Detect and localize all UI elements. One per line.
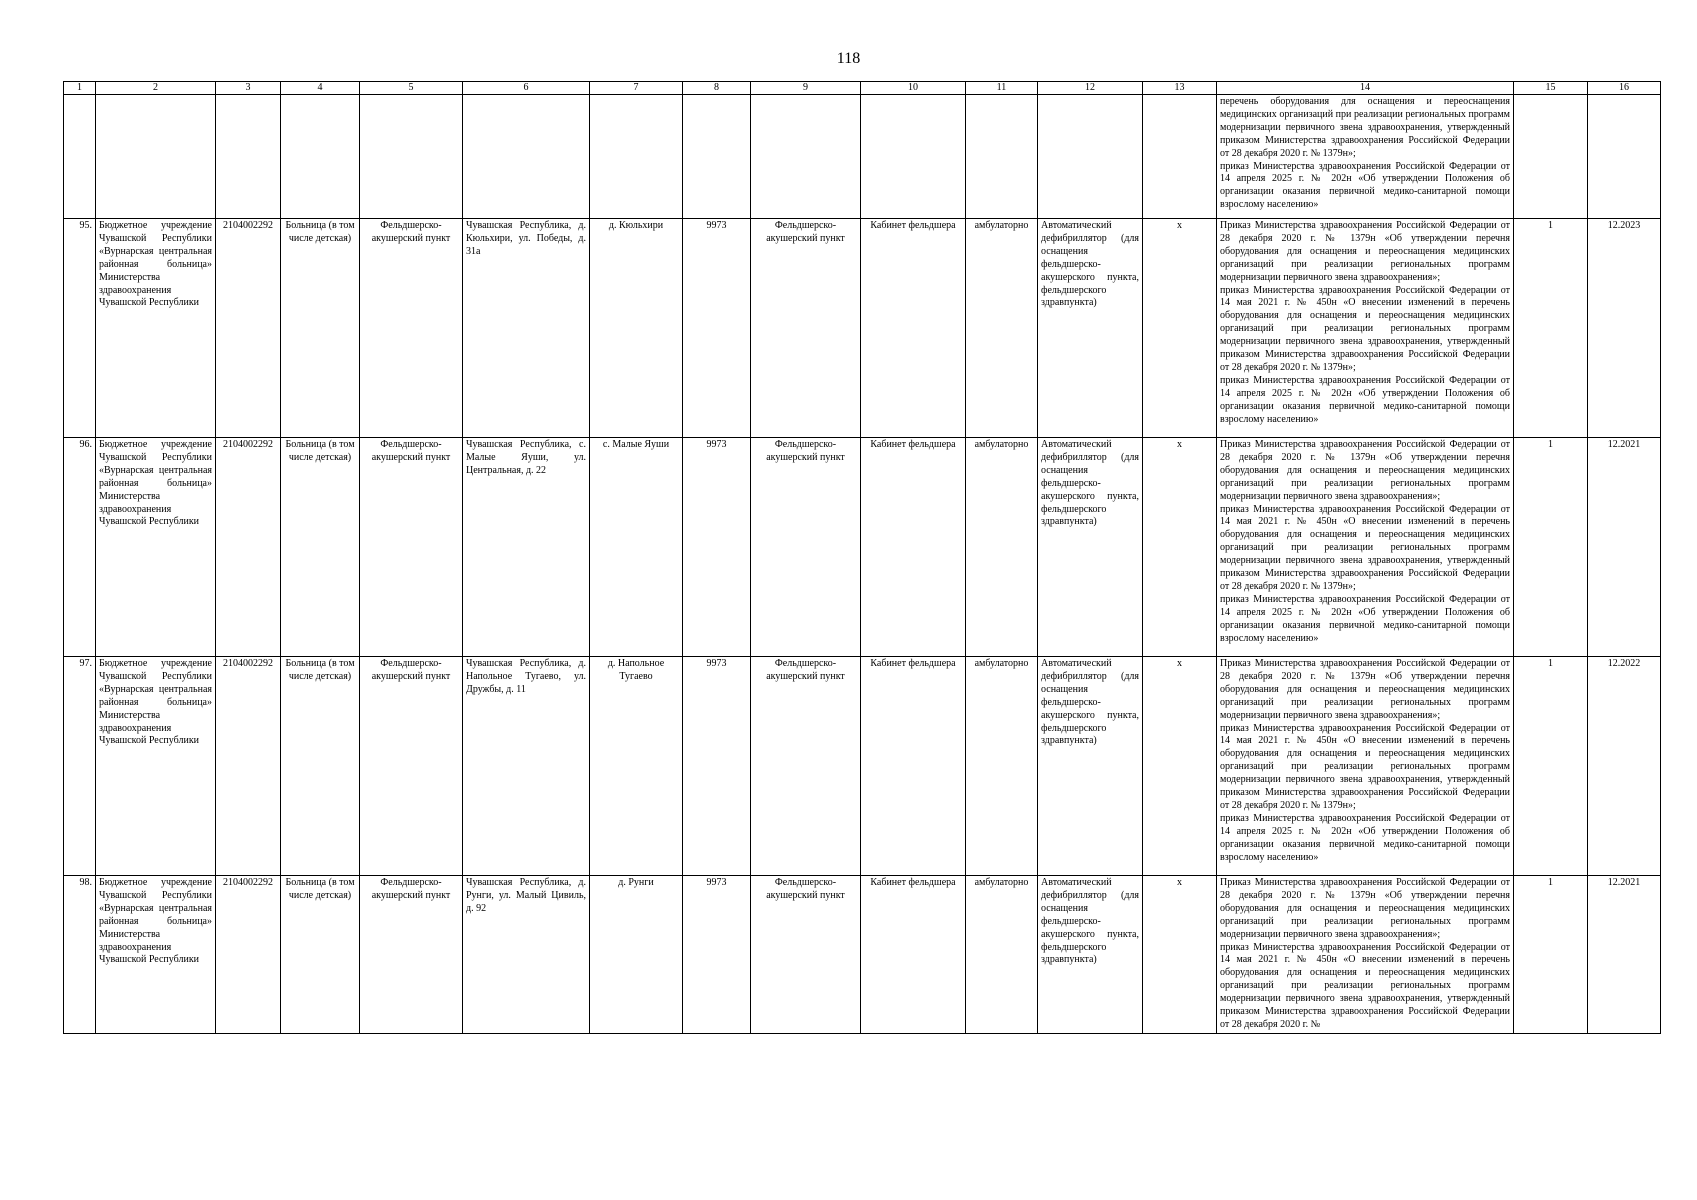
law-paragraph: Приказ Министерства здравоохранения Российской Федерации от 28 декабря 2020 г. № 1379н «Об утверждении перечня оборудования для оснащения и переоснащения медицинских организаций при реализации региональных программ модернизации первичного звена здравоохранения»; [1220, 658, 1510, 721]
date-cell: 12.2022 [1588, 657, 1661, 876]
row-number: 96. [64, 438, 96, 657]
structural-unit: Фельдшерско-акушерский пункт [360, 438, 463, 657]
room-cell: Кабинет фельдшера [861, 657, 966, 876]
care-mode: амбулаторно [966, 657, 1038, 876]
column-13-cell: x [1143, 438, 1217, 657]
address-cell: Чувашская Республика, д. Кюльхири, ул. Победы, д. 31а [463, 219, 590, 438]
date-cell: 12.2021 [1588, 876, 1661, 1034]
row-number: 98. [64, 876, 96, 1034]
settlement-cell: д. Кюльхири [590, 219, 683, 438]
quantity-cell: 1 [1514, 876, 1588, 1034]
row-number: 95. [64, 219, 96, 438]
column-number: 7 [590, 82, 683, 95]
structural-unit: Фельдшерско-акушерский пункт [360, 876, 463, 1034]
care-mode: амбулаторно [966, 438, 1038, 657]
law-text-cell [1217, 876, 1514, 1034]
settlement-cell: д. Напольное Тугаево [590, 657, 683, 876]
quantity-cell: 1 [1514, 438, 1588, 657]
organization-name: Бюджетное учреждение Чувашской Республики «Вурнарская центральная районная больница» Министерства здравоохранения Чувашской Республики [96, 876, 216, 1034]
address-cell: Чувашская Республика, с. Малые Яуши, ул. Центральная, д. 22 [463, 438, 590, 657]
table-row [64, 219, 1661, 438]
row-number: 97. [64, 657, 96, 876]
inn-cell: 2104002292 [216, 657, 281, 876]
column-number: 9 [751, 82, 861, 95]
law-paragraph: приказ Министерства здравоохранения Российской Федерации от 14 апреля 2025 г. № 202н «Об утверждении Положения об организации оказания первичной медико-санитарной помощи взрослому населению» [1220, 593, 1510, 644]
organization-name: Бюджетное учреждение Чувашской Республики «Вурнарская центральная районная больница» Министерства здравоохранения Чувашской Республики [96, 219, 216, 438]
column-number: 14 [1217, 82, 1514, 95]
code-cell: 9973 [683, 219, 751, 438]
column-number: 3 [216, 82, 281, 95]
organization-type: Больница (в том числе детская) [281, 219, 360, 438]
continuation-row [64, 95, 1661, 219]
room-cell: Кабинет фельдшера [861, 876, 966, 1034]
law-paragraph: Приказ Министерства здравоохранения Российской Федерации от 28 декабря 2020 г. № 1379н «Об утверждении перечня оборудования для оснащения и переоснащения медицинских организаций при реализации региональных программ модернизации первичного звена здравоохранения»; [1220, 220, 1510, 283]
structural-unit: Фельдшерско-акушерский пункт [360, 657, 463, 876]
column-number: 5 [360, 82, 463, 95]
column-number: 6 [463, 82, 590, 95]
table-row [64, 657, 1661, 876]
date-cell: 12.2023 [1588, 219, 1661, 438]
care-mode: амбулаторно [966, 876, 1038, 1034]
column-number: 16 [1588, 82, 1661, 95]
room-cell: Кабинет фельдшера [861, 438, 966, 657]
column-number-row [64, 82, 1661, 95]
organization-type: Больница (в том числе детская) [281, 438, 360, 657]
column-13-cell: x [1143, 657, 1217, 876]
equipment-cell: Автоматический дефибриллятор (для оснащения фельдшерско-акушерского пункта, фельдшерского здравпункта) [1038, 438, 1143, 657]
unit-cell: Фельдшерско-акушерский пункт [751, 657, 861, 876]
settlement-cell: д. Рунги [590, 876, 683, 1034]
organization-type: Больница (в том числе детская) [281, 876, 360, 1034]
column-number: 15 [1514, 82, 1588, 95]
column-number: 10 [861, 82, 966, 95]
law-text-cell [1217, 438, 1514, 657]
table-row [64, 876, 1661, 1034]
quantity-cell: 1 [1514, 219, 1588, 438]
unit-cell: Фельдшерско-акушерский пункт [751, 876, 861, 1034]
address-cell: Чувашская Республика, д. Рунги, ул. Малый Цивиль, д. 92 [463, 876, 590, 1034]
date-cell: 12.2021 [1588, 438, 1661, 657]
law-text-cell [1217, 657, 1514, 876]
law-paragraph: Приказ Министерства здравоохранения Российской Федерации от 28 декабря 2020 г. № 1379н «Об утверждении перечня оборудования для оснащения и переоснащения медицинских организаций при реализации региональных программ модернизации первичного звена здравоохранения»; [1220, 877, 1510, 940]
equipment-cell: Автоматический дефибриллятор (для оснащения фельдшерско-акушерского пункта, фельдшерского здравпункта) [1038, 219, 1143, 438]
quantity-cell: 1 [1514, 657, 1588, 876]
column-number: 8 [683, 82, 751, 95]
structural-unit: Фельдшерско-акушерский пункт [360, 219, 463, 438]
code-cell: 9973 [683, 657, 751, 876]
column-number: 11 [966, 82, 1038, 95]
settlement-cell: с. Малые Яуши [590, 438, 683, 657]
organization-name: Бюджетное учреждение Чувашской Республики «Вурнарская центральная районная больница» Министерства здравоохранения Чувашской Республики [96, 438, 216, 657]
law-paragraph: приказ Министерства здравоохранения Российской Федерации от 14 мая 2021 г. № 450н «О внесении изменений в перечень оборудования для оснащения и переоснащения медицинских организаций при реализации региональных программ модернизации первичного звена здравоохранения, утвержденный приказом Министерства здравоохранения Российской Федерации от 28 декабря 2020 г. № 1379н»; [1220, 284, 1510, 373]
column-13-cell: x [1143, 876, 1217, 1034]
code-cell: 9973 [683, 438, 751, 657]
register-table [63, 81, 1661, 1034]
law-paragraph: приказ Министерства здравоохранения Российской Федерации от 14 апреля 2025 г. № 202н «Об утверждении Положения об организации оказания первичной медико-санитарной помощи взрослому населению» [1220, 160, 1510, 211]
law-paragraph: приказ Министерства здравоохранения Российской Федерации от 14 апреля 2025 г. № 202н «Об утверждении Положения об организации оказания первичной медико-санитарной помощи взрослому населению» [1220, 812, 1510, 863]
law-paragraph: приказ Министерства здравоохранения Российской Федерации от 14 мая 2021 г. № 450н «О внесении изменений в перечень оборудования для оснащения и переоснащения медицинских организаций при реализации региональных программ модернизации первичного звена здравоохранения, утвержденный приказом Министерства здравоохранения Российской Федерации от 28 декабря 2020 г. № [1220, 941, 1510, 1030]
unit-cell: Фельдшерско-акушерский пункт [751, 438, 861, 657]
column-13-cell: x [1143, 219, 1217, 438]
column-number: 2 [96, 82, 216, 95]
organization-name: Бюджетное учреждение Чувашской Республики «Вурнарская центральная районная больница» Министерства здравоохранения Чувашской Республики [96, 657, 216, 876]
address-cell: Чувашская Республика, д. Напольное Тугаево, ул. Дружбы, д. 11 [463, 657, 590, 876]
equipment-cell: Автоматический дефибриллятор (для оснащения фельдшерско-акушерского пункта, фельдшерского здравпункта) [1038, 657, 1143, 876]
column-number: 4 [281, 82, 360, 95]
column-number: 1 [64, 82, 96, 95]
unit-cell: Фельдшерско-акушерский пункт [751, 219, 861, 438]
inn-cell: 2104002292 [216, 438, 281, 657]
law-text-cell [1217, 219, 1514, 438]
organization-type: Больница (в том числе детская) [281, 657, 360, 876]
law-paragraph: перечень оборудования для оснащения и переоснащения медицинских организаций при реализации региональных программ модернизации первичного звена здравоохранения, утвержденный приказом Министерства здравоохранения Российской Федерации от 28 декабря 2020 г. № 1379н»; [1220, 96, 1510, 159]
table-row [64, 438, 1661, 657]
room-cell: Кабинет фельдшера [861, 219, 966, 438]
care-mode: амбулаторно [966, 219, 1038, 438]
equipment-cell: Автоматический дефибриллятор (для оснащения фельдшерско-акушерского пункта, фельдшерского здравпункта) [1038, 876, 1143, 1034]
law-paragraph: Приказ Министерства здравоохранения Российской Федерации от 28 декабря 2020 г. № 1379н «Об утверждении перечня оборудования для оснащения и переоснащения медицинских организаций при реализации региональных программ модернизации первичного звена здравоохранения»; [1220, 439, 1510, 502]
page-number: 118 [836, 50, 861, 67]
law-paragraph: приказ Министерства здравоохранения Российской Федерации от 14 апреля 2025 г. № 202н «Об утверждении Положения об организации оказания первичной медико-санитарной помощи взрослому населению» [1220, 374, 1510, 425]
inn-cell: 2104002292 [216, 219, 281, 438]
column-number: 13 [1143, 82, 1217, 95]
law-paragraph: приказ Министерства здравоохранения Российской Федерации от 14 мая 2021 г. № 450н «О внесении изменений в перечень оборудования для оснащения и переоснащения медицинских организаций при реализации региональных программ модернизации первичного звена здравоохранения, утвержденный приказом Министерства здравоохранения Российской Федерации от 28 декабря 2020 г. № 1379н»; [1220, 722, 1510, 811]
law-paragraph: приказ Министерства здравоохранения Российской Федерации от 14 мая 2021 г. № 450н «О внесении изменений в перечень оборудования для оснащения и переоснащения медицинских организаций при реализации региональных программ модернизации первичного звена здравоохранения, утвержденный приказом Министерства здравоохранения Российской Федерации от 28 декабря 2020 г. № 1379н»; [1220, 503, 1510, 592]
column-number: 12 [1038, 82, 1143, 95]
inn-cell: 2104002292 [216, 876, 281, 1034]
code-cell: 9973 [683, 876, 751, 1034]
law-text-cell [1217, 95, 1514, 219]
